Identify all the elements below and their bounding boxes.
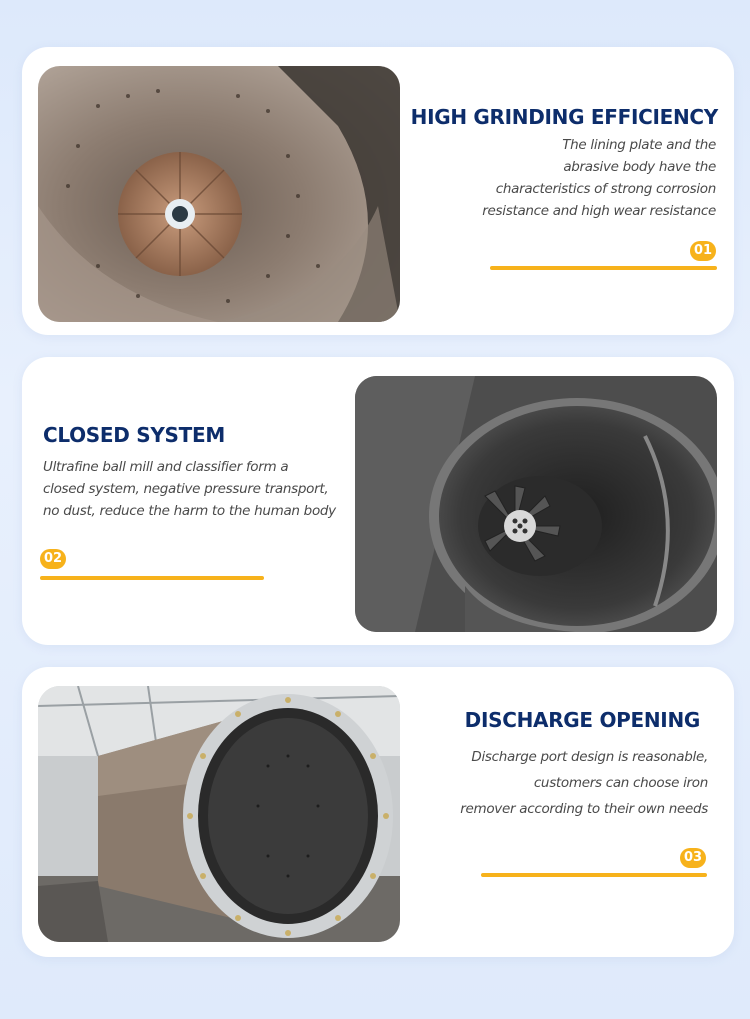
feature-card-1 xyxy=(22,47,734,335)
accent-bar-1 xyxy=(490,266,717,270)
feature-title-2: CLOSED SYSTEM xyxy=(43,423,225,447)
feature-number-badge-3: 03 xyxy=(680,848,706,868)
feature-description-3: Discharge port design is reasonable, customers can choose iron remover according to their own needs xyxy=(460,749,708,817)
accent-bar-3 xyxy=(481,873,707,877)
accent-bar-2 xyxy=(40,576,264,580)
mill-lining-photo xyxy=(38,66,400,322)
feature-card-2 xyxy=(22,357,734,645)
feature-card-3 xyxy=(22,667,734,957)
feature-description-1: The lining plate and the abrasive body have the characteristics of strong corrosion resistance and high wear resistance xyxy=(482,137,716,219)
classifier-interior-photo xyxy=(355,376,717,632)
feature-number-badge-1: 01 xyxy=(690,241,716,261)
feature-title-3: DISCHARGE OPENING xyxy=(464,708,700,732)
feature-title-1: HIGH GRINDING EFFICIENCY xyxy=(410,105,718,129)
feature-number-badge-2: 02 xyxy=(40,549,66,569)
discharge-cylinder-photo xyxy=(38,686,400,942)
feature-description-2: Ultrafine ball mill and classifier form a closed system, negative pressure transport, no dust, reduce the harm to the human body xyxy=(43,459,336,519)
